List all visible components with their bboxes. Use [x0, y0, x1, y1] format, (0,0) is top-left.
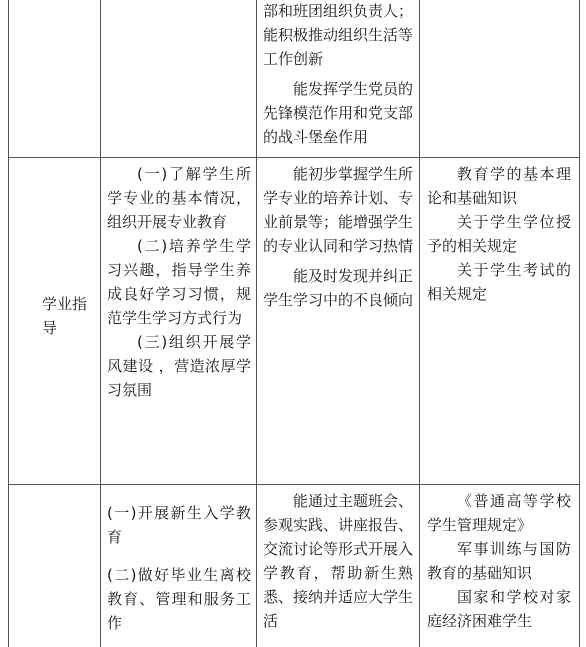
category-cell	[42, 292, 92, 340]
requirement-text: 能通过主题班会、参观实践、讲座报告、交流讨论等形式开展入学教育，帮助新生熟悉、接纳并适应大学生活	[263, 492, 414, 630]
requirement-text: 能初步掌握学生所学专业的培养计划、专业前景等；能增强学生的专业认同和学习热情	[263, 165, 414, 255]
requirement-text: 部和班团组织负责人；能积极推动组织生活等工作创新	[263, 2, 414, 68]
requirements-cell	[263, 0, 413, 149]
knowledge-text: 军事训练与国防教育的基础知识	[427, 540, 571, 582]
task-text: (一)了解学生所学专业的基本情况，组织开展专业教育	[107, 165, 251, 231]
table-row	[0, 158, 586, 484]
task-text: (三)组织开展学风建设 ，营造浓厚学习氛围	[107, 333, 251, 399]
tasks-cell	[107, 162, 251, 402]
table-row	[0, 0, 586, 157]
knowledge-text: 关于学生学位授予的相关规定	[427, 213, 571, 255]
knowledge-text: 关于学生考试的相关规定	[427, 261, 571, 303]
requirements-cell	[263, 162, 413, 312]
knowledge-text: 教育学的基本理论和基础知识	[427, 165, 571, 207]
requirements-cell	[263, 489, 413, 633]
requirement-text: 能及时发现并纠正学生学习中的不良倾向	[263, 267, 414, 309]
knowledge-cell	[427, 162, 571, 306]
category-label: 学业指导	[42, 295, 88, 337]
table-row	[0, 485, 586, 647]
knowledge-cell	[427, 489, 571, 633]
task-text: (二)培养学生学习兴趣，指导学生养成良好学习习惯，规范学生学习方式行为	[107, 237, 251, 327]
knowledge-text: 国家和学校对家庭经济困难学生	[427, 588, 571, 630]
knowledge-text: 《普通高等学校学生管理规定》	[427, 492, 571, 534]
tasks-cell	[107, 501, 251, 635]
task-text: (一)开展新生入学教育	[107, 504, 251, 546]
task-text: (二)做好毕业生离校教育、管理和服务工作	[107, 566, 251, 632]
requirement-text: 能发挥学生党员的先锋模范作用和党支部的战斗堡垒作用	[263, 80, 414, 146]
